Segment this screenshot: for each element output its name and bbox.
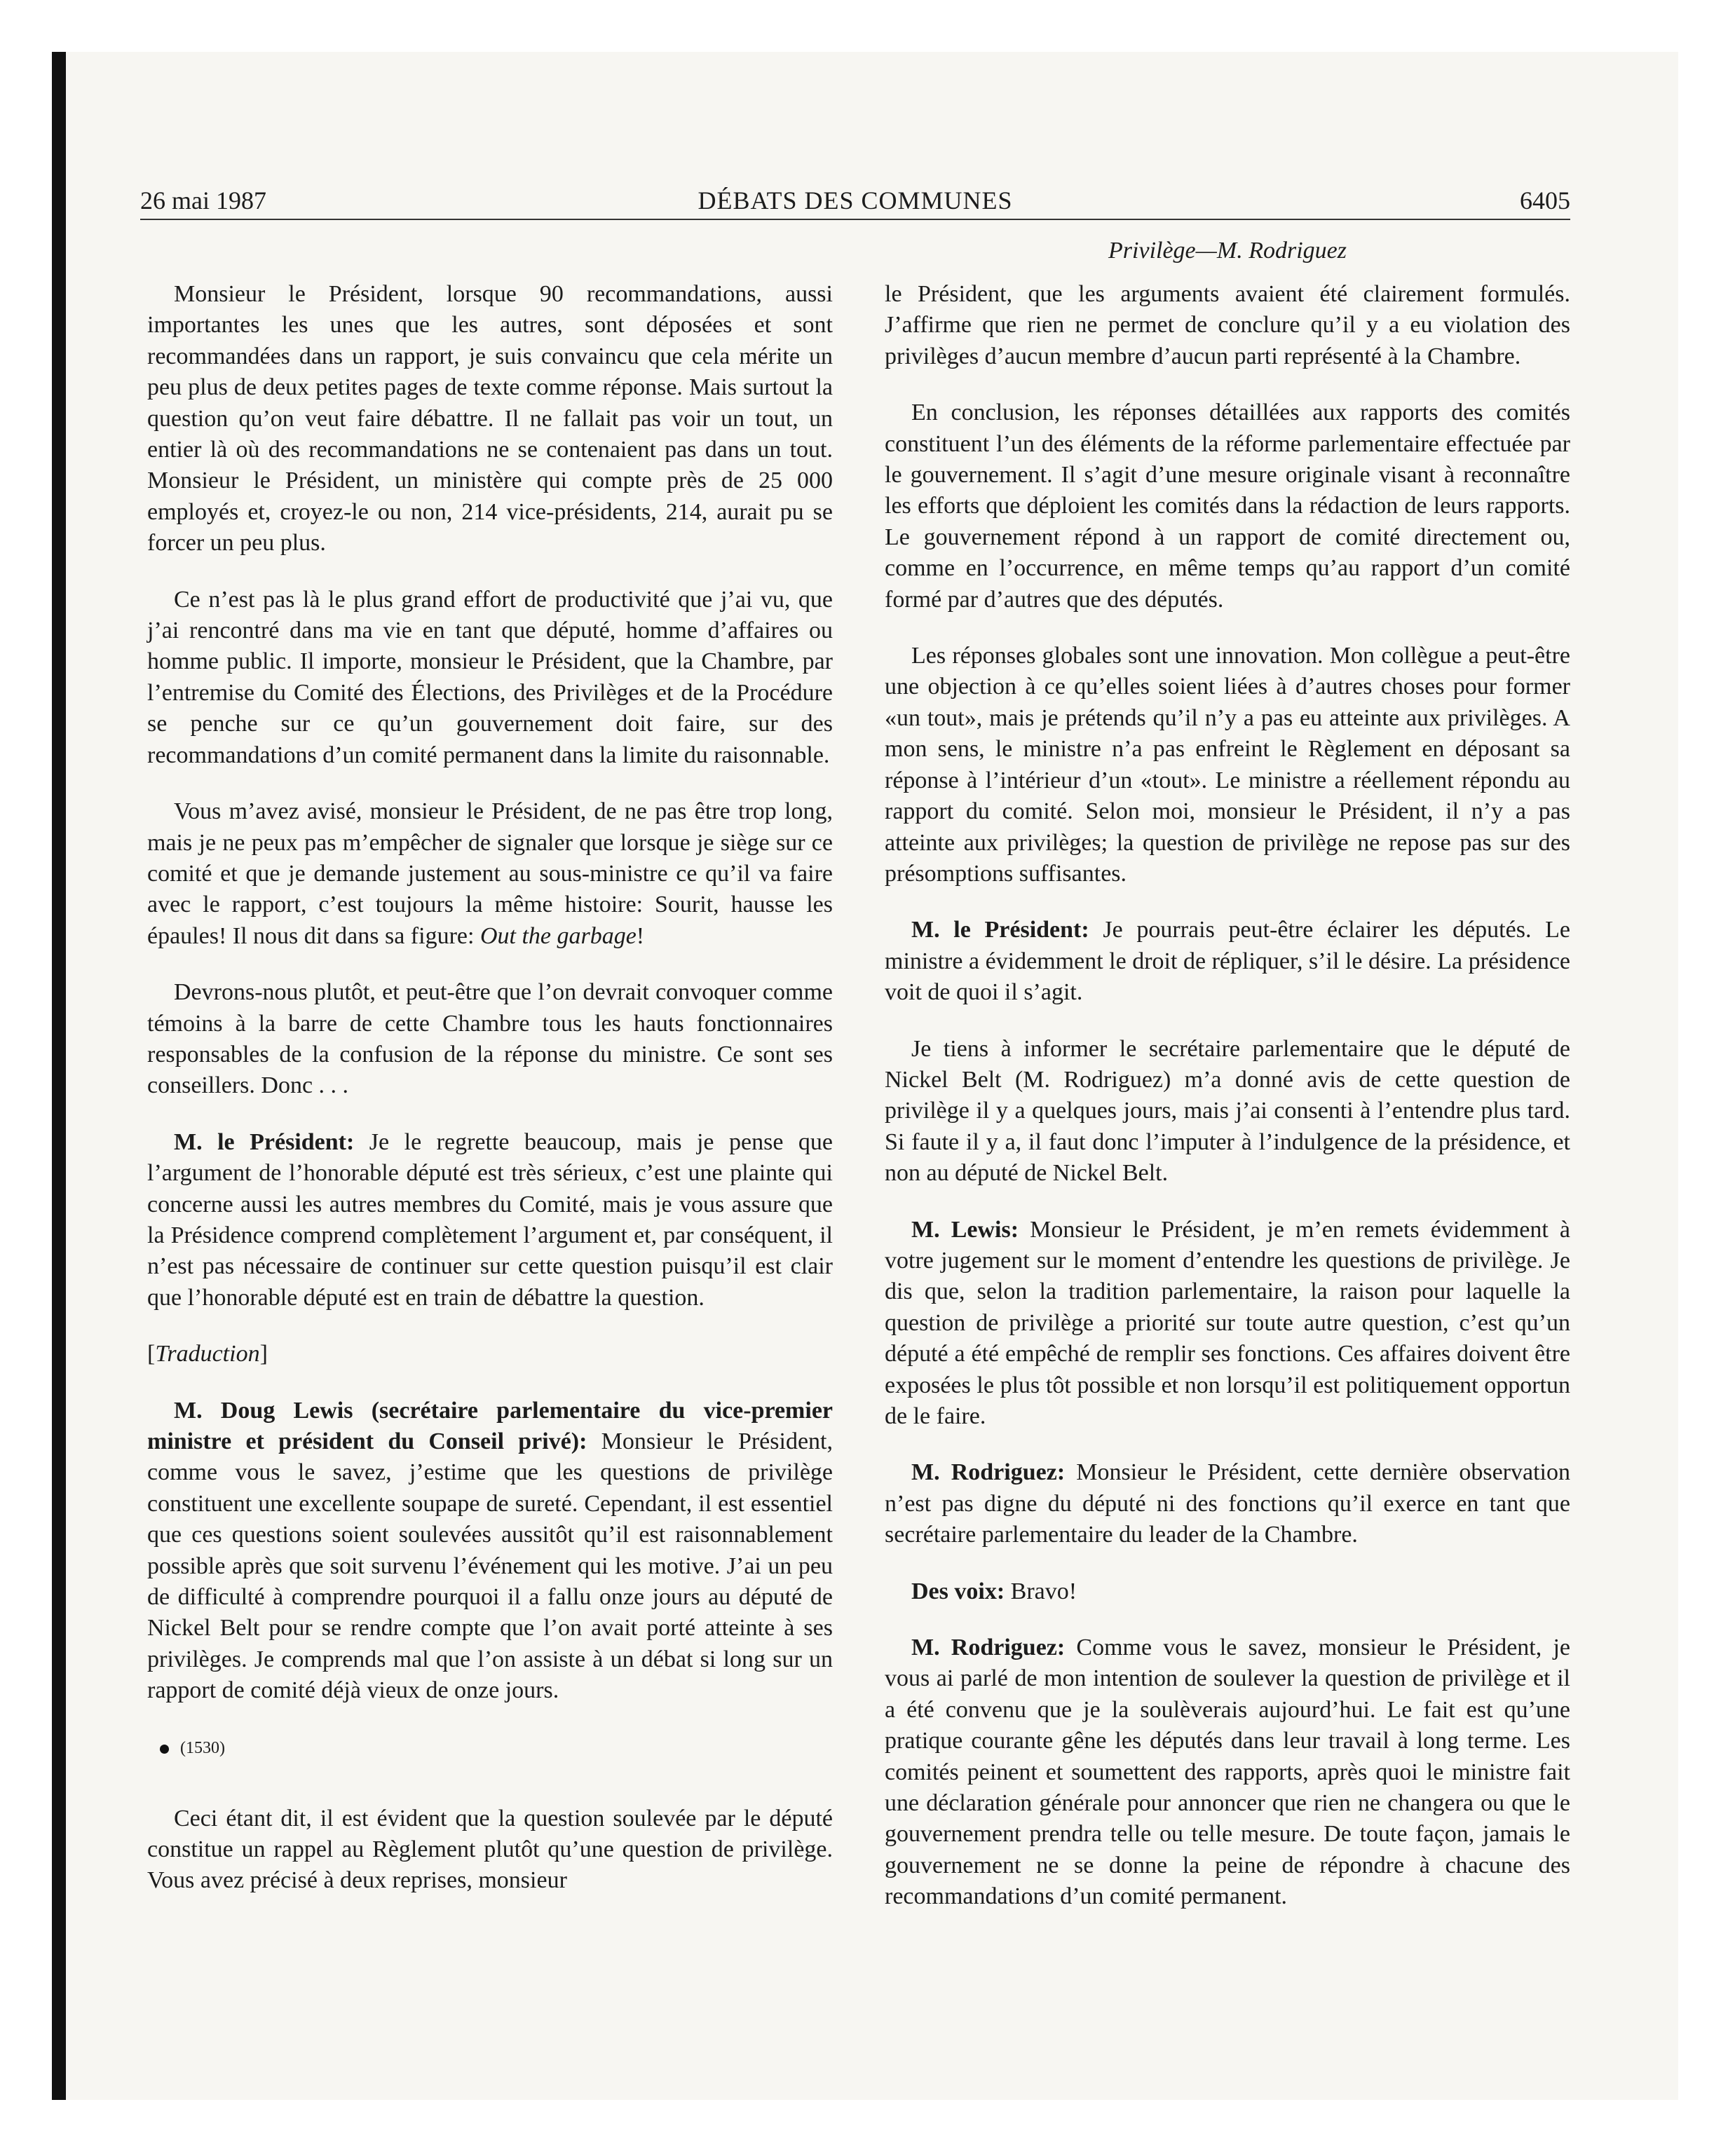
paragraph: Les réponses globales sont une innovation. Mon collègue a peut-être une objection à ce qu’elles soient liées à d’autres choses pour former «un tout», mais je prétends qu’il n’y a pas eu atteinte aux privilèges. A mon sens, le ministre n’a pas enfreint le Règlement en déposant sa réponse à l’intérieur d’un «tout». Le ministre a réellement répondu au rapport du comité. Selon moi, monsieur le Président, il n’y a pas atteinte aux privilèges; la question de privilège ne repose pas sur des présomptions suffisantes. [885,643,1570,887]
speech-text: Je le regrette beaucoup, mais je pense que l’argument de l’honorable député est très sérieux, c’est une plainte qui concerne aussi les autres membres du Comité, mais je vous assure que la Présidence comprend complètement l’argument et, par conséquent, il n’est pas nécessaire de continuer sur cette question puisqu’il est clair que l’honorable député est en train de débattre la question. [147,1128,833,1311]
scan-edge-bar [52,52,66,2100]
paragraph: Devrons-nous plutôt, et peut-être que l’on devrait convoquer comme témoins à la barre de cette Chambre tous les hauts fonctionnaires responsables de la confusion de la réponse du ministre. Ce sont ses conseillers. Donc . . . [147,979,833,1099]
paragraph: Monsieur le Président, lorsque 90 recommandations, aussi importantes les unes que les autres, sont déposées et sont recommandées dans un rapport, je suis convaincu que cela mérite un peu plus de deux petites pages de texte comme réponse. Mais surtout la question qu’on veut faire débattre. Il ne fallait pas voir un tout, un entier là où des recommandations ne se contenaient pas dans un tout. Monsieur le Président, un ministère qui compte près de 25 000 employés et, croyez-le ou non, 214 vice-présidents, 214, aurait pu se forcer un peu plus. [147,281,833,557]
speaker-paragraph [147,1396,833,1707]
speaker-name: M. le Président: [174,1128,355,1155]
italic-phrase: Out the garbage [479,922,637,949]
speaker-name: M. Doug Lewis (secrétaire parlementaire du vice-premier ministre et président du Conseil privé): [147,1397,833,1454]
speaker-paragraph [147,1127,833,1314]
translation-label: Traduction [155,1341,260,1367]
header-date: 26 mai 1987 [140,186,266,214]
page-header [140,184,1570,220]
paragraph: Ceci étant dit, il est évident que la question soulevée par le député constitue un rappel au Règlement plutôt qu’une question de privilège. Vous avez précisé à deux reprises, monsieur [147,1805,833,1894]
speech-text: Bravo! [1005,1578,1077,1604]
page-number: 6405 [1520,186,1570,214]
bracket-close: ] [259,1341,268,1367]
speech-text: Comme vous le savez, monsieur le Président, je vous ai parlé de mon intention de soulever la question de privilège et il a été convenu que je la soulèverais aujourd’hui. Le fait est qu’une pratique courante gêne les députés dans leur travail à long terme. Les comités peinent et soumettent des rapports, après quoi le ministre fait une déclaration générale pour annoncer que rien ne changera ou que le gouvernement prendra telle ou telle mesure. De toute façon, jamais le gouvernement ne se donne la peine de répondre à chacune des recommandations d’un comité permanent. [885,1635,1570,1910]
speaker-name: Des voix: [911,1578,1005,1604]
paragraph-text: Vous m’avez avisé, monsieur le Président, de ne pas être trop long, mais je ne peux pas m’empêcher de signaler que lorsque je siège sur ce comité et que je demande justement au sous-ministre ce qu’il va faire avec le rapport, c’est toujours la même histoire: Sourit, hausse les épaules! Il nous dit dans sa figure: [147,798,833,949]
left-column [147,279,833,1922]
speaker-paragraph [885,915,1570,1008]
paragraph-end: ! [636,922,645,949]
right-column [885,279,1570,1938]
paragraph: Je tiens à informer le secrétaire parlementaire que le député de Nickel Belt (M. Rodriguez) m’a donné avis de cette question de privilège il y a quelques jours, mais j’ai consenti à l’entendre plus tard. Si faute il y a, il faut donc l’imputer à l’indulgence de la présidence, et non au député de Nickel Belt. [885,1035,1570,1187]
speech-text: Monsieur le Président, comme vous le savez, j’estime que les questions de privilège constituent une excellente soupape de sureté. Cependant, il est essentiel que ces questions soient soulevées aussitôt qu’il est raisonnablement possible après que soit survenu l’événement qui les motive. J’ai un peu de difficulté à comprendre pourquoi il a fallu onze jours au député de Nickel Belt pour se rendre compte que l’on avait porté atteinte à ses privilèges. Je comprends mal que l’on assiste à un débat si long sur un rapport de comité déjà vieux de onze jours. [147,1428,833,1704]
speaker-name: M. Rodriguez: [911,1635,1066,1661]
bracket-open: [ [147,1341,156,1367]
bullet-icon [160,1745,169,1754]
speech-text: Monsieur le Président, je m’en remets évidemment à votre jugement sur le moment d’entendre les questions de privilège. Je dis que, selon la tradition parlementaire, la raison pour laquelle la question de privilège a priorité sur toute autre question, c’est qu’un député a été empêché de remplir ses fonctions. Ces affaires doivent être exposées le plus tôt possible et non lorsqu’il est politiquement opportun de le faire. [885,1216,1570,1429]
paragraph: En conclusion, les réponses détaillées aux rapports des comités constituent l’un des éléments de la réforme parlementaire effectuée par le gouvernement. Il s’agit d’une mesure originale visant à reconnaître les efforts que déploient les comités dans la rédaction de leurs rapports. Le gouvernement répond à un rapport de comité directement ou, comme en l’occurrence, en même temps qu’au rapport d’un comité formé par d’autres que des députés. [885,400,1570,613]
running-head: Privilège—M. Rodriguez [1108,238,1347,264]
speaker-name: M. Lewis: [911,1216,1019,1243]
paragraph: le Président, que les arguments avaient été clairement formulés. J’affirme que rien ne permet de conclure qu’il y a eu violation des privilèges d’aucun membre d’aucun parti représenté à la Chambre. [885,281,1570,369]
translation-marker [147,1339,833,1370]
speaker-paragraph [885,1576,1570,1607]
speaker-name: M. le Président: [911,917,1089,943]
timestamp-text: (1530) [180,1738,225,1757]
paragraph: Ce n’est pas là le plus grand effort de productivité que j’ai vu, que j’ai rencontré dans ma vie en tant que député, homme d’affaires ou homme public. Il importe, monsieur le Président, que la Chambre, par l’entremise du Comité des Élections, des Privilèges et de la Procédure se penche sur ce qu’un gouvernement doit faire, sur des recommandations d’un comité permanent dans la limite du raisonnable. [147,586,833,768]
speaker-paragraph [885,1457,1570,1550]
speaker-paragraph [885,1215,1570,1433]
speech-text: Je pourrais peut-être éclairer les députés. Le ministre a évidemment le droit de répliquer, s’il le désire. La présidence voit de quoi il s’agit. [885,917,1570,1006]
speaker-paragraph [885,1632,1570,1913]
header-title: DÉBATS DES COMMUNES [698,186,1013,214]
timestamp [160,1738,833,1759]
speech-text: Monsieur le Président, cette dernière observation n’est pas digne du député ni des fonctions qu’il exerce en tant que secrétaire parlementaire du leader de la Chambre. [885,1459,1570,1548]
paragraph [147,796,833,952]
speaker-name: M. Rodriguez: [911,1459,1066,1486]
